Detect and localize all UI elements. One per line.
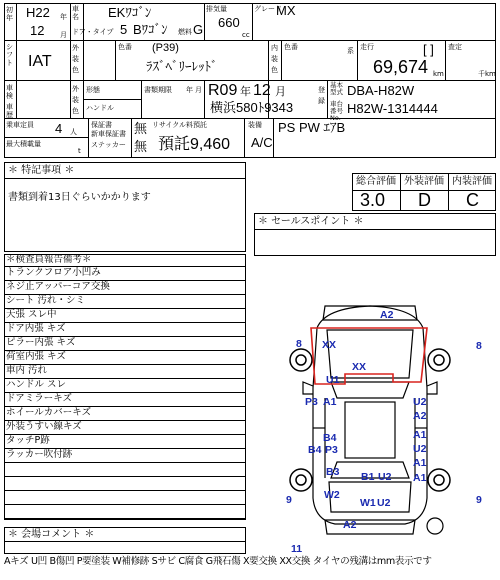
diagram-label: A1 bbox=[413, 457, 427, 469]
diagram-label: A2 bbox=[413, 410, 427, 422]
grade-value: MX bbox=[276, 3, 296, 18]
label-persons: 人 bbox=[70, 128, 77, 136]
label-month-unit-2: 月 bbox=[195, 86, 202, 94]
label-manual: 新車保証書 bbox=[91, 130, 126, 138]
divider bbox=[4, 178, 246, 179]
grid-line bbox=[327, 80, 328, 118]
inspector-report-item bbox=[4, 505, 246, 519]
label-year-unit: 年 bbox=[60, 13, 67, 21]
capacity-value: 4 bbox=[55, 121, 63, 136]
inspector-report-item bbox=[4, 491, 246, 505]
fuel-value: G bbox=[193, 22, 204, 37]
inspector-report-item: ピラー内張 キズ bbox=[4, 337, 246, 351]
grid-line bbox=[357, 40, 358, 80]
label-car-name: 車名 bbox=[72, 5, 79, 21]
grid-line bbox=[4, 80, 496, 81]
label-color: 色番 bbox=[118, 43, 132, 51]
label-sticker: ステッカー bbox=[91, 141, 126, 149]
label-warranty: 保証書 bbox=[91, 121, 112, 129]
color-name-value: ﾗｽﾞﾍﾞﾘｰﾚｯﾄﾞ bbox=[146, 59, 218, 74]
grid-line bbox=[4, 3, 5, 157]
label-tons: t bbox=[78, 147, 81, 155]
label-chassis: 車台番号 No. bbox=[330, 100, 343, 122]
label-interior-suffix: 系 bbox=[347, 47, 354, 55]
diagram-label: A2 bbox=[343, 519, 357, 531]
diagram-label: 8 bbox=[296, 338, 302, 350]
venue-comment-title: ＊ 会場コメント ＊ bbox=[8, 529, 95, 540]
label-capacity: 乗車定員 bbox=[6, 121, 34, 129]
label-body-type: 基本型式 bbox=[330, 81, 343, 96]
grid-line bbox=[141, 80, 142, 118]
grid-line bbox=[4, 3, 496, 4]
diagram-label: U2 bbox=[378, 471, 392, 483]
diagram-label: W2 bbox=[324, 489, 340, 501]
grid-line bbox=[4, 157, 496, 158]
grid-line bbox=[244, 118, 245, 157]
label-car-history: 車歴 bbox=[6, 103, 13, 119]
special-notes-text: 書類到着13日ぐらいかかります bbox=[8, 192, 151, 203]
inspector-report-item: ドアミラーキズ bbox=[4, 393, 246, 407]
displacement-value: 660 bbox=[218, 15, 240, 30]
warranty-mark: 無 bbox=[134, 121, 148, 136]
label-doc-period: 書類期限 bbox=[144, 86, 172, 94]
label-recycle: リサイクル料預託 bbox=[152, 121, 208, 129]
label-km-thousand: 千km bbox=[478, 70, 496, 78]
label-assessment: 査定 bbox=[448, 43, 462, 51]
inspector-report-item: ネジ止アッパーコア交換 bbox=[4, 281, 246, 295]
label-inspection: 車検 bbox=[6, 84, 13, 100]
label-year: 初年 bbox=[6, 6, 13, 22]
label-exterior: 外装色 bbox=[72, 44, 79, 74]
diagram-label: U2 bbox=[413, 396, 427, 408]
sticker-mark: 無 bbox=[134, 139, 148, 154]
diagram-label: A1 bbox=[413, 429, 427, 441]
inspector-report-item: シート 汚れ・シミ bbox=[4, 295, 246, 309]
label-shift: シフト bbox=[6, 43, 13, 67]
month-value: 12 bbox=[30, 23, 45, 38]
year-value: H22 bbox=[26, 5, 50, 20]
diagram-label: 11 bbox=[291, 543, 303, 555]
inspector-report-item: タッチP跡 bbox=[4, 435, 246, 449]
diagram-label: U2 bbox=[413, 443, 427, 455]
inspector-report-item: 車内 汚れ bbox=[4, 365, 246, 379]
equipment-value: PS PW ｴｱB bbox=[278, 120, 346, 135]
diagram-label: W1 bbox=[360, 497, 376, 509]
chassis-value: H82W-1314444 bbox=[347, 101, 438, 116]
diagram-label: 9 bbox=[476, 494, 482, 506]
diagram-label: A1 bbox=[323, 396, 337, 408]
label-door-type: ドア・タイプ bbox=[72, 28, 114, 36]
grid-line bbox=[204, 3, 205, 40]
inspector-report-item: ホイールカバーキズ bbox=[4, 407, 246, 421]
recycle-value: 預託9,460 bbox=[158, 136, 231, 153]
label-year-unit-2: 年 bbox=[186, 86, 193, 94]
diagram-label: B4 bbox=[323, 432, 337, 444]
inspector-report-item: ドア内張 キズ bbox=[4, 323, 246, 337]
interior-rating-label: 内装評価 bbox=[452, 176, 492, 187]
door-type-value: 5 bbox=[120, 22, 128, 37]
registration-value: 横浜580ﾄ9343 bbox=[210, 100, 294, 115]
label-grade: グレード bbox=[254, 5, 282, 13]
mileage-bracket: [ ] bbox=[423, 42, 434, 57]
grid-line bbox=[4, 118, 496, 119]
grid-line bbox=[16, 3, 17, 118]
grid-line bbox=[4, 137, 88, 138]
grid-line bbox=[204, 80, 205, 118]
mileage-value: 69,674 bbox=[373, 57, 429, 77]
grid-line bbox=[495, 3, 496, 157]
inspector-report-item bbox=[4, 477, 246, 491]
inspector-report-item: 天張 スレ中 bbox=[4, 309, 246, 323]
inspection-month-unit: 月 bbox=[275, 86, 286, 98]
divider bbox=[4, 541, 246, 542]
damage-legend: Aキズ U凹 B傷凹 P要塗装 W補修跡 Sサビ C腐食 G飛石傷 X要交換 XX交換 タイヤの残溝はmm表示です bbox=[4, 556, 432, 567]
divider bbox=[400, 173, 401, 211]
exterior-rating-value: D bbox=[418, 190, 431, 210]
grid-line bbox=[273, 118, 274, 157]
diagram-label: A2 bbox=[380, 309, 394, 321]
label-model: 形態 bbox=[86, 86, 100, 94]
diagram-label: B4 bbox=[308, 444, 322, 456]
grid-line bbox=[4, 40, 496, 41]
interior-rating-value: C bbox=[466, 190, 479, 210]
overall-rating-value: 3.0 bbox=[360, 190, 386, 210]
diagram-label: P3 bbox=[325, 444, 338, 456]
label-cc: cc bbox=[242, 31, 250, 39]
inspector-report-item: ハンドル スレ bbox=[4, 379, 246, 393]
diagram-label: XX bbox=[352, 361, 367, 373]
body-value: Bﾜｺﾞﾝ bbox=[133, 22, 168, 37]
exterior-rating-label: 外装評価 bbox=[404, 176, 444, 187]
grid-line bbox=[83, 3, 84, 118]
label-interior-color: 色番 bbox=[284, 43, 298, 51]
diagram-label: B3 bbox=[326, 466, 340, 478]
label-mileage: 走行 bbox=[360, 43, 374, 51]
diagram-label: U1 bbox=[326, 374, 340, 386]
divider bbox=[254, 229, 496, 230]
label-exterior-2: 外装色 bbox=[72, 85, 79, 115]
diagram-label: A1 bbox=[413, 472, 427, 484]
label-interior: 内装色 bbox=[271, 44, 278, 74]
label-max-load: 最大積載量 bbox=[6, 140, 41, 148]
divider bbox=[448, 173, 449, 211]
diagram-label: 9 bbox=[286, 494, 292, 506]
inspector-report-item bbox=[4, 463, 246, 477]
grid-line bbox=[281, 40, 282, 80]
inspection-year-unit: 年 bbox=[240, 86, 251, 98]
grid-line bbox=[131, 118, 132, 157]
inspection-era: R09 bbox=[208, 82, 238, 99]
ac-value: A/C bbox=[251, 135, 273, 150]
label-fuel: 燃料 bbox=[178, 28, 192, 36]
label-displacement: 排気量 bbox=[206, 5, 227, 13]
label-km: km bbox=[433, 70, 444, 78]
car-name-value: EKﾜｺﾞﾝ bbox=[108, 5, 152, 20]
inspector-report-item: ラッカー吹付跡 bbox=[4, 449, 246, 463]
model-code-value: DBA-H82W bbox=[347, 83, 415, 98]
grid-line bbox=[70, 3, 71, 118]
overall-rating-label: 総合評価 bbox=[356, 176, 396, 187]
inspector-report-title: ＊検査員報告備考＊ bbox=[4, 254, 246, 267]
grid-line bbox=[252, 3, 253, 40]
label-equipment: 装備 bbox=[248, 121, 262, 129]
color-code-value: (P39) bbox=[152, 42, 179, 54]
diagram-label: U2 bbox=[377, 497, 391, 509]
diagram-label: 8 bbox=[476, 340, 482, 352]
grid-line bbox=[88, 118, 89, 157]
grid-line bbox=[115, 40, 116, 80]
label-month-unit: 月 bbox=[60, 31, 67, 39]
inspector-report-item: トランクフロア小凹み bbox=[4, 267, 246, 281]
grid-line bbox=[83, 99, 141, 100]
sales-point-title: ＊ セールスポイント ＊ bbox=[258, 216, 364, 227]
diagram-label: P3 bbox=[305, 396, 318, 408]
diagram-label: XX bbox=[322, 339, 337, 351]
label-registration-side: 登録 bbox=[318, 86, 325, 105]
inspection-month: 12 bbox=[253, 82, 271, 99]
inspector-report-item: 荷室内張 キズ bbox=[4, 351, 246, 365]
transmission-value: IAT bbox=[28, 53, 52, 70]
grid-line bbox=[445, 40, 446, 80]
special-notes-title: ＊ 特記事項 ＊ bbox=[8, 165, 75, 176]
inspector-report-item: 外装うすい線キズ bbox=[4, 421, 246, 435]
diagram-label: B1 bbox=[361, 471, 375, 483]
label-handle: ハンドル bbox=[86, 104, 114, 112]
